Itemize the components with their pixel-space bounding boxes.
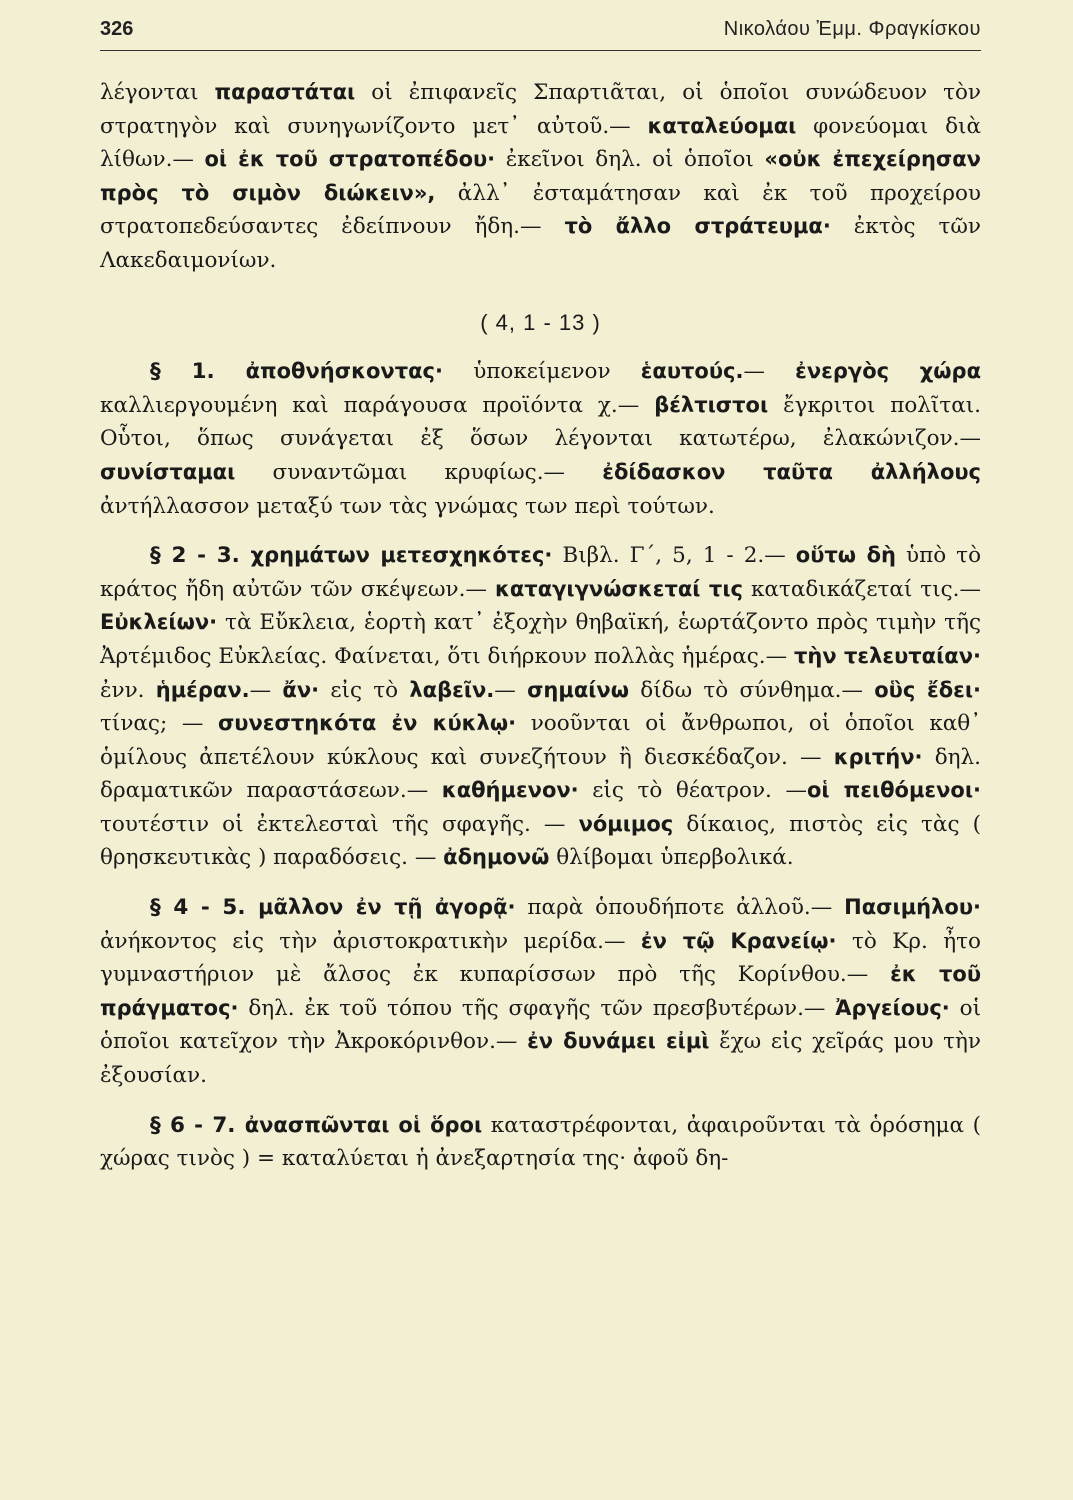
lemma-term: ἀποθνήσκοντας· bbox=[245, 359, 443, 384]
lemma-term: «οὐκ ἐπεχείρησαν πρὸς τὸ σιμὸν διώκειν», bbox=[100, 147, 981, 205]
lemma-term: συνίσταμαι bbox=[100, 459, 236, 484]
lemma-term: μᾶλλον ἐν τῇ ἀγορᾷ· bbox=[258, 895, 516, 920]
gloss-text: θλίβομαι ὑπερβολικά. bbox=[549, 845, 794, 871]
lemma-term: Ἀργείους· bbox=[835, 995, 950, 1020]
gloss-text: — bbox=[743, 359, 796, 385]
lemma-term: ἐν τῷ Κρανείῳ· bbox=[640, 928, 837, 953]
lemma-term: συνεστηκότα ἐν κύκλῳ· bbox=[217, 711, 517, 736]
gloss-text: νοοῦνται οἱ ἄνθρωποι, οἱ ὁποῖοι καθ᾿ ὁμίλους ἀπετέλουν κύκλους καὶ συνεζήτουν ἢ διεσκέδαζον. — bbox=[100, 711, 981, 770]
gloss-text: ἀντήλλασσον μεταξύ των τὰς γνώμας των περὶ τούτων. bbox=[100, 493, 715, 519]
gloss-text: ἐκτὸς τῶν Λακεδαιμονίων. bbox=[100, 214, 981, 273]
gloss-text: φονεύομαι διὰ λίθων.— bbox=[100, 113, 981, 173]
lemma-term: ἀδημονῶ bbox=[443, 845, 550, 870]
gloss-text: τὸ Κρ. ἦτο γυμναστήριον μὲ ἄλσος ἐκ κυπαρίσσων πρὸ τῆς Κορίνθου.— bbox=[100, 928, 981, 988]
lemma-term: παραστάται bbox=[214, 80, 356, 104]
lemma-term: νόμιμος bbox=[578, 811, 674, 836]
running-head: Νικολάου Ἐμμ. Φραγκίσκου bbox=[723, 18, 981, 40]
gloss-text: — bbox=[249, 677, 283, 703]
lemma-term: ἡμέραν. bbox=[155, 677, 250, 702]
page-body bbox=[100, 76, 981, 1176]
gloss-text: δηλ. ἐκ τοῦ τόπου τῆς σφαγῆς τῶν πρεσβυτέρων.— bbox=[238, 995, 836, 1021]
commentary-paragraph bbox=[100, 355, 981, 523]
gloss-text: παρὰ ὁπουδήποτε ἀλλοῦ.— bbox=[515, 895, 845, 921]
gloss-text: λέγονται bbox=[100, 80, 215, 105]
gloss-text: ἔγκριτοι πολῖται. Οὗτοι, ὅπως συνάγεται ἐξ ὅσων λέγονται κατωτέρω, ἐλακώνιζον.— bbox=[100, 392, 982, 452]
lemma-term: βέλτιστοι bbox=[654, 392, 769, 417]
lemma-term: ἐνεργὸς χώρα bbox=[795, 359, 981, 384]
gloss-text: — bbox=[494, 677, 528, 703]
gloss-text: συναντῶμαι κρυφίως.— bbox=[235, 459, 603, 485]
gloss-text: καλλιεργουμένη καὶ παράγουσα προϊόντα χ.— bbox=[100, 392, 655, 418]
gloss-text: ὑπὸ τὸ κράτος ἤδη αὐτῶν τῶν σκέψεων.— bbox=[100, 543, 982, 602]
gloss-text: καταδικάζεταί τις.— bbox=[742, 576, 982, 602]
section-number: § 2 - 3. bbox=[150, 543, 251, 569]
gloss-text: οἱ ἐπιφανεῖς Σπαρτιᾶται, οἱ ὁποῖοι συνώδευον τὸν στρατηγὸν καὶ συνηγωνίζοντο μετ᾿ αὐτοῦ.— bbox=[100, 80, 981, 139]
section-number: § 1. bbox=[150, 359, 246, 385]
intro-paragraph bbox=[100, 76, 981, 278]
lemma-term: λαβεῖν. bbox=[409, 677, 495, 702]
gloss-text: ὑποκείμενον bbox=[443, 359, 641, 385]
commentary-paragraph bbox=[100, 1109, 981, 1176]
gloss-text: ἐνν. bbox=[100, 677, 156, 703]
gloss-text: δίκαιος, πιστὸς εἰς τὰς ( θρησκευτικὰς ) παραδόσεις. — bbox=[100, 811, 981, 871]
lemma-term: οὓς ἔδει· bbox=[874, 677, 982, 702]
section-number: § 6 - 7. bbox=[150, 1112, 245, 1138]
lemma-term: καταλεύομαι bbox=[647, 113, 797, 138]
commentary-paragraph bbox=[100, 891, 981, 1093]
lemma-term: τὸ ἄλλο στράτευμα· bbox=[564, 214, 831, 239]
lemma-term: οὕτω δὴ bbox=[795, 543, 896, 568]
lemma-term: σημαίνω bbox=[527, 677, 629, 702]
gloss-text: καταστρέφονται, ἀφαιροῦνται τὰ ὁρόσημα ( χώρας τινὸς ) = καταλύεται ἡ ἀνεξαρτησία της· ἀφοῦ δη- bbox=[100, 1112, 981, 1172]
gloss-text: τουτέστιν οἱ ἐκτελεσταὶ τῆς σφαγῆς. — bbox=[100, 811, 579, 837]
lemma-term: ἐδίδασκον ταῦτα ἀλλήλους bbox=[602, 459, 981, 484]
lemma-term: κριτήν· bbox=[833, 744, 923, 769]
lemma-term: ἄν· bbox=[282, 677, 320, 702]
gloss-text: ἀλλ᾿ ἐσταμάτησαν καὶ ἐκ τοῦ προχείρου στρατοπεδεύσαντες ἐδείπνουν ἤδη.— bbox=[100, 180, 981, 240]
lemma-term: οἱ πειθόμενοι· bbox=[806, 778, 981, 803]
page-header bbox=[100, 18, 981, 41]
lemma-term: ἐν δυνάμει εἰμὶ bbox=[527, 1029, 710, 1054]
section-number: § 4 - 5. bbox=[150, 895, 259, 921]
gloss-text: ἐκεῖνοι δηλ. οἱ ὁποῖοι bbox=[495, 147, 765, 173]
gloss-text: δηλ. δραματικῶν παραστάσεων.— bbox=[100, 744, 981, 804]
commentary-paragraph bbox=[100, 539, 981, 875]
section-label: ( 4, 1 - 13 ) bbox=[480, 309, 601, 335]
lemma-term: Πασιμήλου· bbox=[844, 895, 981, 920]
gloss-text: εἰς τὸ θέατρον. — bbox=[578, 778, 807, 804]
lemma-term: ἀνασπῶνται οἱ ὅροι bbox=[244, 1112, 483, 1137]
lemma-term: καταγιγνώσκεταί τις bbox=[494, 576, 743, 601]
lemma-term: τὴν τελευταίαν· bbox=[794, 643, 981, 668]
header-rule bbox=[100, 50, 981, 51]
gloss-text: ἀνήκοντος εἰς τὴν ἀριστοκρατικὴν μερίδα.— bbox=[100, 928, 641, 954]
gloss-text: εἰς τὸ bbox=[319, 677, 410, 703]
gloss-text: Βιβλ. Γ΄, 5, 1 - 2.— bbox=[552, 543, 796, 569]
gloss-text: οἱ ὁποῖοι κατεῖχον τὴν Ἀκροκόρινθον.— bbox=[100, 995, 981, 1055]
gloss-text: τίνας; — bbox=[100, 711, 218, 737]
gloss-text: ἔχω εἰς χεῖράς μου τὴν ἐξουσίαν. bbox=[100, 1029, 982, 1089]
page-number: 326 bbox=[100, 18, 134, 40]
lemma-term: οἱ ἐκ τοῦ στρατοπέδου· bbox=[204, 147, 496, 172]
lemma-term: ἑαυτούς. bbox=[640, 359, 744, 384]
lemma-term: χρημάτων μετεσχηκότες· bbox=[250, 543, 553, 568]
gloss-text: δίδω τὸ σύνθημα.— bbox=[629, 677, 875, 703]
lemma-term: ἐκ τοῦ πράγματος· bbox=[100, 962, 981, 1020]
lemma-term: Εὐκλείων· bbox=[100, 610, 218, 635]
lemma-term: καθήμενον· bbox=[441, 778, 579, 803]
gloss-text: τὰ Εὔκλεια, ἑορτὴ κατ᾿ ἐξοχὴν θηβαϊκή, ἑωρτάζοντο πρὸς τιμὴν τῆς Ἀρτέμιδος Εὐκλείας. Φαίνεται, ὅτι διήρκουν πολλὰς ἡμέρας.— bbox=[100, 610, 981, 669]
commentary-paragraphs bbox=[100, 355, 981, 1176]
